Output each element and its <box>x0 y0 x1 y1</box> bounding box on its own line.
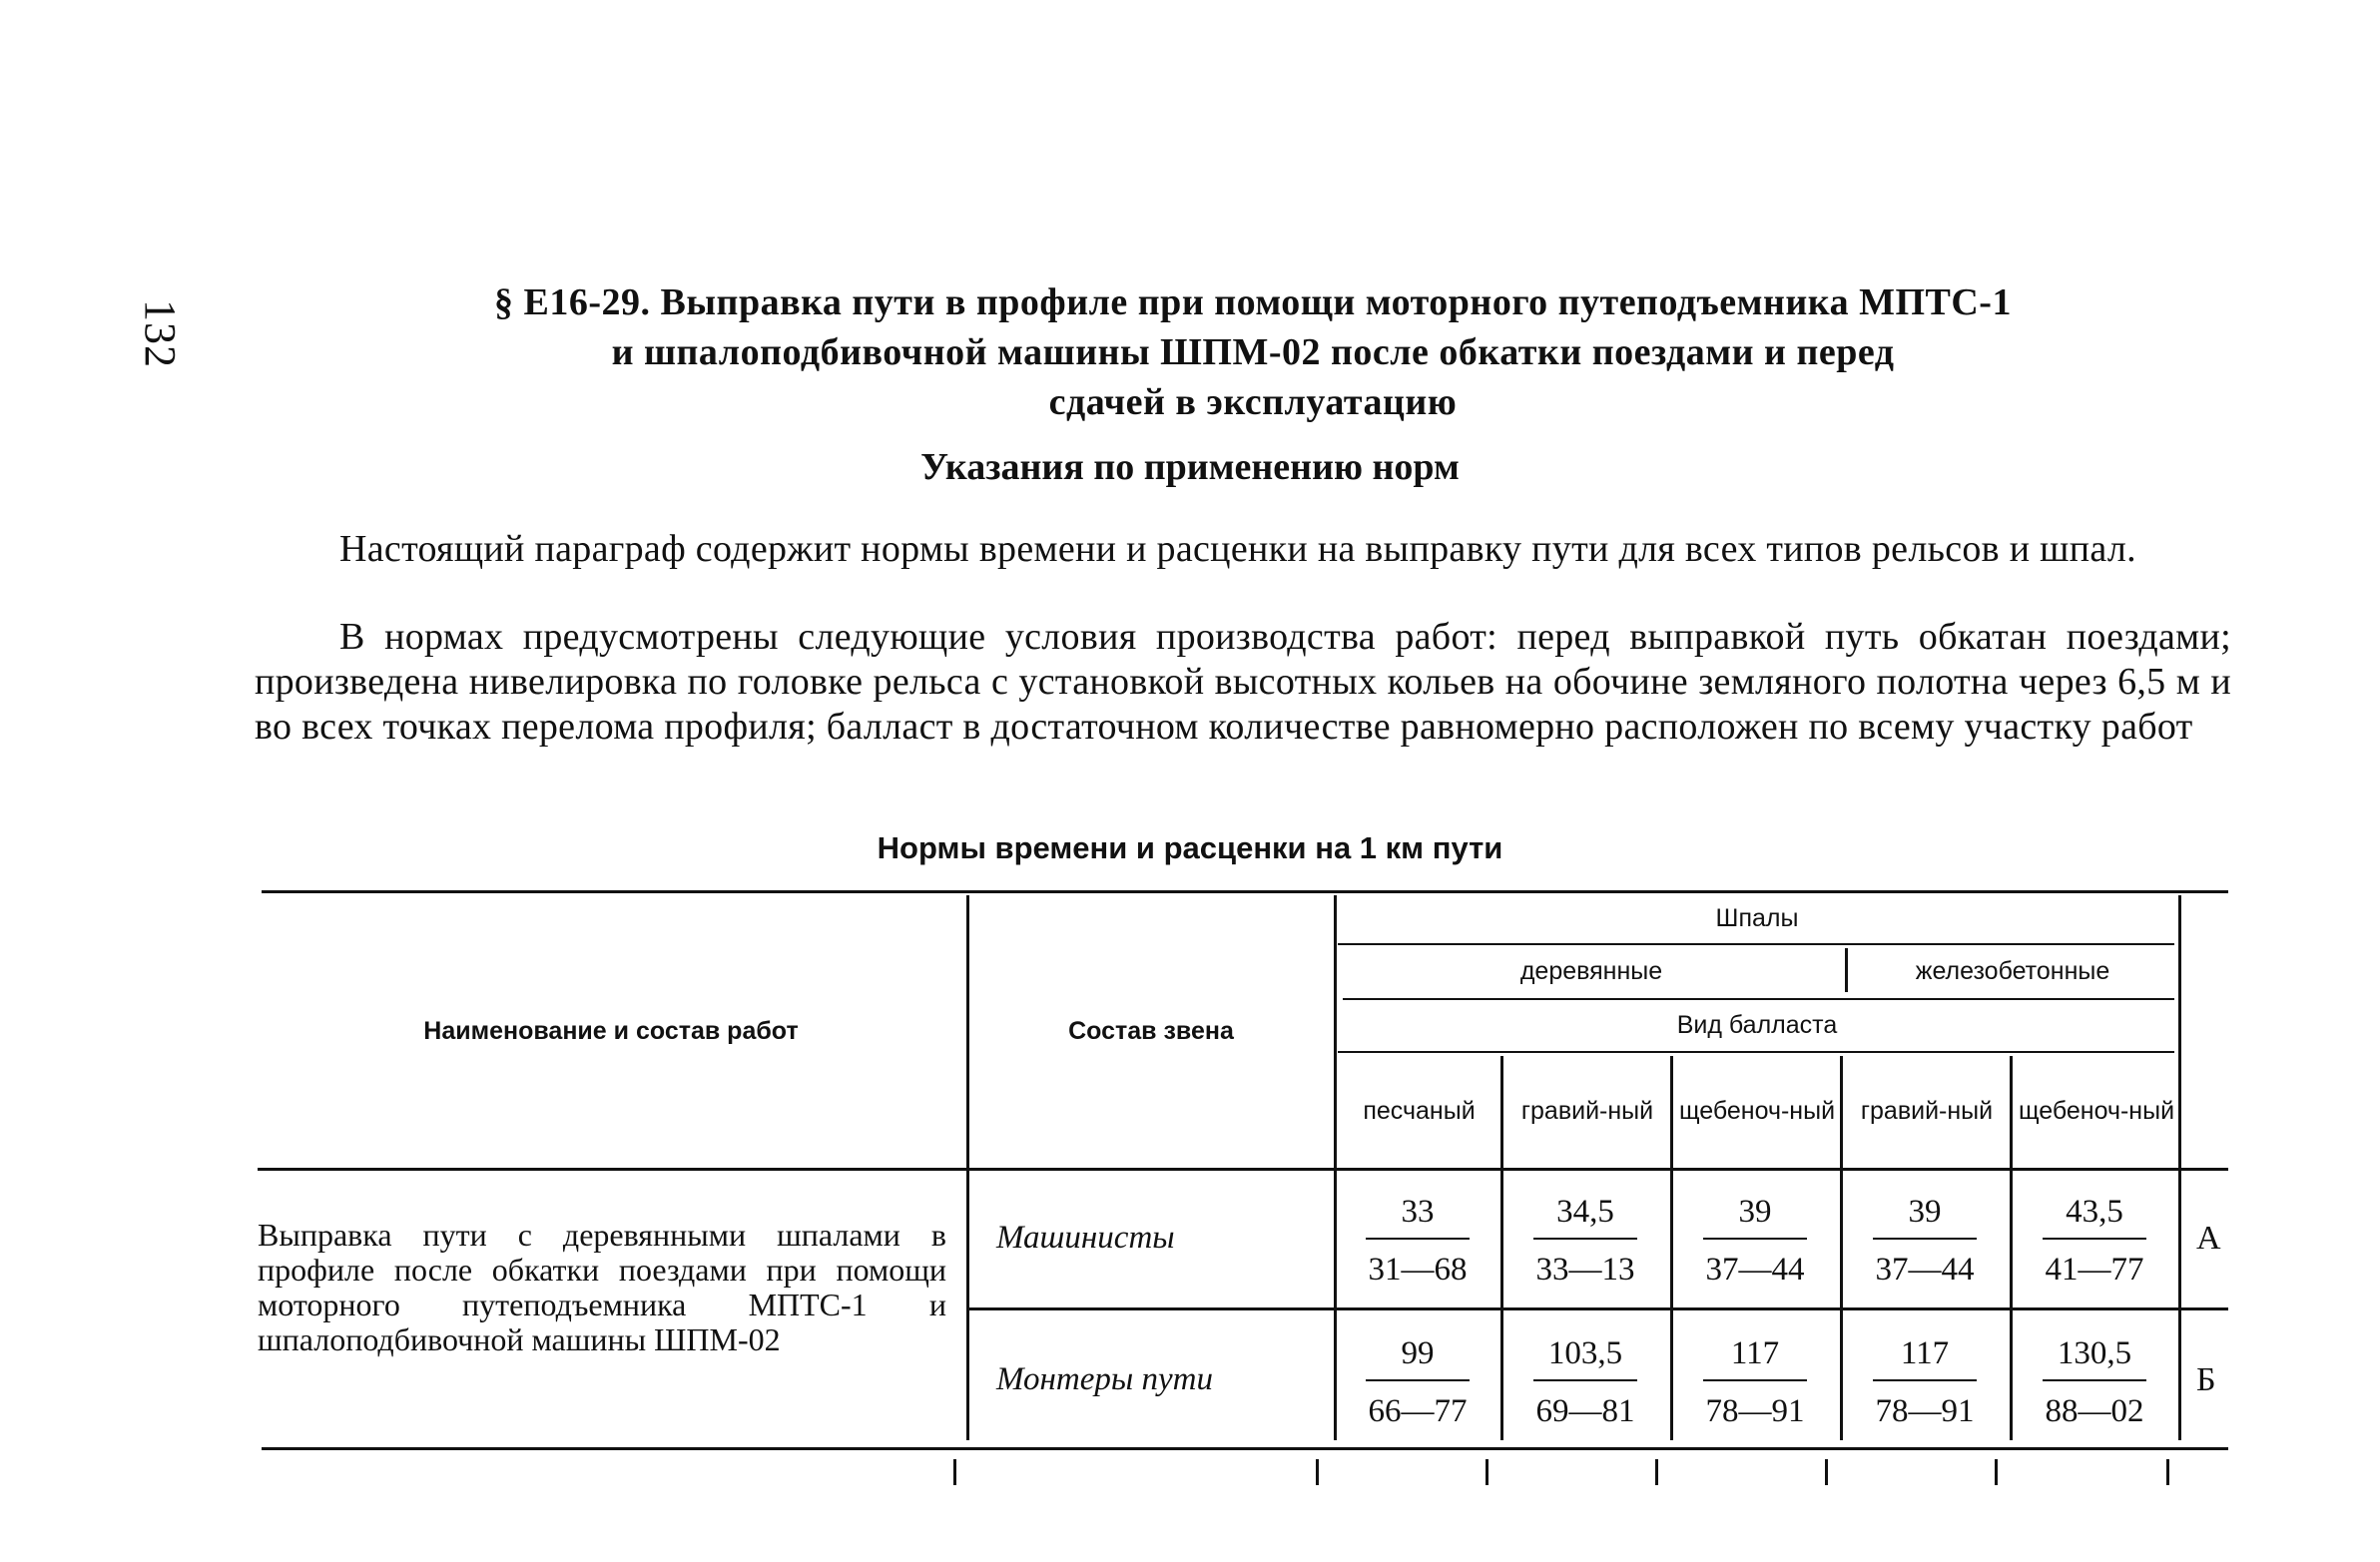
price-rate: 66—77 <box>1368 1393 1468 1429</box>
crew-name: Монтеры пути <box>996 1361 1213 1397</box>
tick-mark <box>1825 1459 1828 1485</box>
title-line: § Е16-29. Выправка пути в профиле при помощи моторного путеподъемника МПТС-1 <box>494 281 2012 323</box>
price-rate: 78—91 <box>1705 1393 1805 1429</box>
header-wooden: деревянные <box>1519 957 1663 985</box>
column-divider <box>2010 1056 2013 1440</box>
header-ballast-column: песчаный <box>1363 1097 1476 1125</box>
table-bottom-rule <box>262 1447 2228 1450</box>
column-divider <box>2178 895 2181 1440</box>
header-ballast-column: гравий-ный <box>1860 1097 1994 1125</box>
subheading: Указания по применению норм <box>920 446 1460 488</box>
work-description: Выправка пути с деревянными шпалами в профиле после обкатки поездами при помощи моторного путеподъемника МПТС-1 и шпалоподбивочной машины ШПМ-02 <box>258 1217 946 1357</box>
sleepers-rule <box>1338 943 2174 945</box>
title-line: и шпалоподбивочной машины ШПМ-02 после обкатки поездами и перед <box>611 331 1895 373</box>
table-top-rule <box>262 890 2228 893</box>
header-crew: Состав звена <box>1068 1016 1234 1045</box>
time-norm: 39 <box>1908 1194 1942 1230</box>
column-divider <box>966 895 969 1440</box>
tick-mark <box>1486 1459 1488 1485</box>
time-norm: 43,5 <box>2066 1194 2123 1230</box>
row-divider-rule <box>968 1307 2228 1310</box>
price-rate: 41—77 <box>2045 1252 2144 1288</box>
fraction-bar <box>1703 1379 1807 1381</box>
title-line: сдачей в эксплуатацию <box>1048 381 1458 423</box>
norm-value <box>1870 1190 1980 1292</box>
norm-value <box>1363 1190 1473 1292</box>
sleeper-type-rule <box>1343 998 2174 1000</box>
norm-value <box>1530 1331 1640 1433</box>
time-norm: 117 <box>1900 1335 1950 1371</box>
header-ballast-column: гравий-ный <box>1520 1097 1654 1125</box>
norm-value <box>1700 1190 1810 1292</box>
column-divider <box>1840 1056 1843 1440</box>
fraction-bar <box>2043 1379 2146 1381</box>
column-divider <box>1334 895 1337 1440</box>
tick-mark <box>1655 1459 1658 1485</box>
price-rate: 37—44 <box>1875 1252 1975 1288</box>
column-divider <box>1670 1056 1673 1440</box>
crew-name: Машинисты <box>996 1220 1175 1256</box>
fraction-bar <box>1366 1238 1470 1240</box>
fraction-bar <box>1873 1379 1977 1381</box>
fraction-bar <box>1873 1238 1977 1240</box>
tick-mark <box>953 1459 956 1485</box>
tick-mark <box>1995 1459 1998 1485</box>
time-norm: 34,5 <box>1556 1194 1614 1230</box>
section-title <box>339 277 2166 427</box>
header-ballast-type: Вид балласта <box>1676 1011 1838 1039</box>
norm-value <box>2040 1190 2149 1292</box>
fraction-bar <box>1366 1379 1470 1381</box>
header-ballast-column: щебеноч-ный <box>2018 1097 2175 1125</box>
fraction-bar <box>2043 1238 2146 1240</box>
price-rate: 69—81 <box>1535 1393 1635 1429</box>
time-norm: 130,5 <box>2057 1335 2132 1371</box>
norm-value <box>2040 1331 2149 1433</box>
header-ballast-column: щебеноч-ный <box>1678 1097 1836 1125</box>
paragraph: В нормах предусмотрены следующие условия производства работ: перед выправкой путь обкатан поездами; произведена нивелировка по головке рельса с установкой высотных кольев на обочине земляного полотна через 6,5 м и во всех точках перелома профиля; балласт в достаточном количестве равномерно расположен по всему участку работ <box>255 616 2231 748</box>
header-sleepers: Шпалы <box>1715 904 1799 932</box>
norm-value <box>1363 1331 1473 1433</box>
header-bottom-rule <box>258 1168 2228 1171</box>
time-norm: 117 <box>1730 1335 1780 1371</box>
norm-value <box>1700 1331 1810 1433</box>
fraction-bar <box>1703 1238 1807 1240</box>
time-norm: 99 <box>1401 1335 1435 1371</box>
price-rate: 78—91 <box>1875 1393 1975 1429</box>
tick-mark <box>2166 1459 2169 1485</box>
time-norm: 39 <box>1738 1194 1772 1230</box>
header-work-name: Наименование и состав работ <box>423 1016 799 1045</box>
fraction-bar <box>1533 1238 1637 1240</box>
page-number: 132 <box>136 299 185 368</box>
row-marker: А <box>2196 1220 2221 1257</box>
paragraph: Настоящий параграф содержит нормы времени и расценки на выправку пути для всех типов рельсов и шпал. <box>339 528 2136 570</box>
row-marker: Б <box>2196 1361 2216 1398</box>
time-norm: 103,5 <box>1547 1335 1623 1371</box>
norm-value <box>1870 1331 1980 1433</box>
price-rate: 88—02 <box>2045 1393 2144 1429</box>
header-concrete: железобетонные <box>1915 957 2110 985</box>
fraction-bar <box>1533 1379 1637 1381</box>
price-rate: 31—68 <box>1368 1252 1468 1288</box>
price-rate: 33—13 <box>1535 1252 1635 1288</box>
table-caption: Нормы времени и расценки на 1 км пути <box>877 830 1503 865</box>
column-divider <box>1845 948 1848 992</box>
price-rate: 37—44 <box>1705 1252 1805 1288</box>
column-divider <box>1500 1056 1503 1440</box>
tick-mark <box>1316 1459 1319 1485</box>
norm-value <box>1530 1190 1640 1292</box>
ballast-rule <box>1338 1051 2174 1053</box>
time-norm: 33 <box>1401 1194 1435 1230</box>
